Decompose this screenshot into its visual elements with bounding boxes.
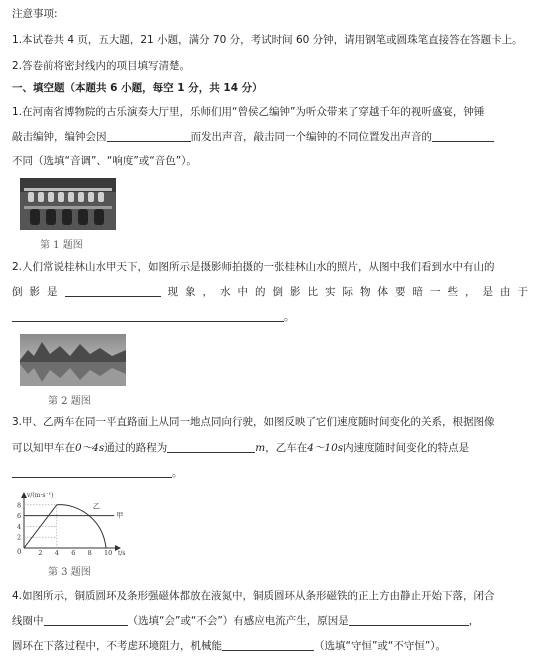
q3-line1: 3.甲、乙两车在同一平直路面上从同一地点同向行驶，如图反映了它们速度随时间变化的关系，根据图像 [12, 416, 495, 428]
q3-blank-2[interactable] [12, 465, 172, 478]
notice-2: 2.答卷前将密封线内的项目填写清楚。 [12, 60, 191, 72]
q4-line2: 线圈中 （选填“会”或“不会”）有感应电流产生，原因是 ， [12, 615, 480, 627]
q4-blank-1[interactable] [44, 613, 128, 626]
x-tick-label: 10 [104, 549, 113, 557]
x-tick-label: 4 [54, 549, 59, 557]
notice-title: 注意事项: [12, 8, 58, 20]
q3-line2: 可以知甲车在0～4s通过的路程为 m，乙车在4～10s内速度随时间变化的特点是 [12, 442, 470, 454]
q4-blank-2[interactable] [349, 613, 469, 626]
q1-caption: 第 1 题图 [40, 240, 83, 251]
q2-line1: 2.人们常说桂林山水甲天下，如图所示是摄影师拍摄的一张桂林山水的照片，从图中我们看到水中有山的 [12, 261, 495, 273]
section-title: 一、填空题（本题共 6 小题，每空 1 分，共 14 分） [12, 82, 263, 94]
series-label: 乙 [92, 502, 100, 511]
x-axis-label: t/s [118, 550, 126, 557]
q4-blank-3[interactable] [222, 638, 314, 651]
q1-blank-2[interactable] [432, 129, 494, 142]
x-tick-label: 2 [38, 549, 43, 557]
y-tick-label: 4 [17, 522, 22, 531]
q4-line3: 圆环在下落过程中，不考虑环境阻力，机械能 （选填“守恒”或“不守恒”）。 [12, 640, 447, 652]
y-tick-label: 6 [17, 512, 22, 521]
y-tick-label: 8 [17, 501, 22, 510]
q2-blank-2[interactable] [12, 309, 284, 322]
q1-blank-1[interactable] [107, 129, 191, 142]
origin-label: 0 [17, 548, 22, 556]
q2-blank-1[interactable] [65, 284, 161, 297]
q1-line1: 1.在河南省博物院的古乐演奏大厅里，乐师们用“曾侯乙编钟”为听众带来了穿越千年的视听盛宴，钟锤 [12, 106, 485, 118]
q1-line2: 敲击编钟，编钟会因 而发出声音，敲击同一个编钟的不同位置发出声音的 [12, 129, 494, 144]
q2-line3: 。 [12, 309, 295, 324]
y-axis-label: v/(m·s⁻¹) [27, 492, 54, 499]
q3-velocity-time-chart [14, 490, 134, 558]
q1-line3: 不同（选填“音调”、“响度”或“音色”）。 [12, 155, 197, 167]
q2-line2: 倒 影 是 现 象 ， 水 中 的 倒 影 比 实 际 物 体 要 暗 一 些 ， 是 由 于 [12, 286, 528, 298]
q3-line3: 。 [12, 465, 183, 480]
q3-blank-1[interactable] [167, 440, 255, 453]
x-tick-label: 6 [71, 549, 76, 557]
q4-line1: 4.如图所示，铜质圆环及条形强磁体都放在液氮中，铜质圆环从条形磁铁的正上方由静止开始下落，闭合 [12, 590, 495, 602]
y-tick-label: 2 [17, 533, 22, 542]
q2-guilin-photo [20, 334, 126, 386]
q2-caption: 第 2 题图 [48, 396, 91, 407]
series-label: 甲 [116, 511, 124, 520]
notice-1: 1.本试卷共 4 页，五大题，21 小题，满分 70 分，考试时间 60 分钟，请用钢笔或圆珠笔直接答在答题卡上。 [12, 34, 523, 46]
x-tick-label: 8 [87, 549, 92, 557]
q1-bianzhong-photo [20, 178, 116, 230]
q3-caption: 第 3 题图 [48, 567, 91, 578]
